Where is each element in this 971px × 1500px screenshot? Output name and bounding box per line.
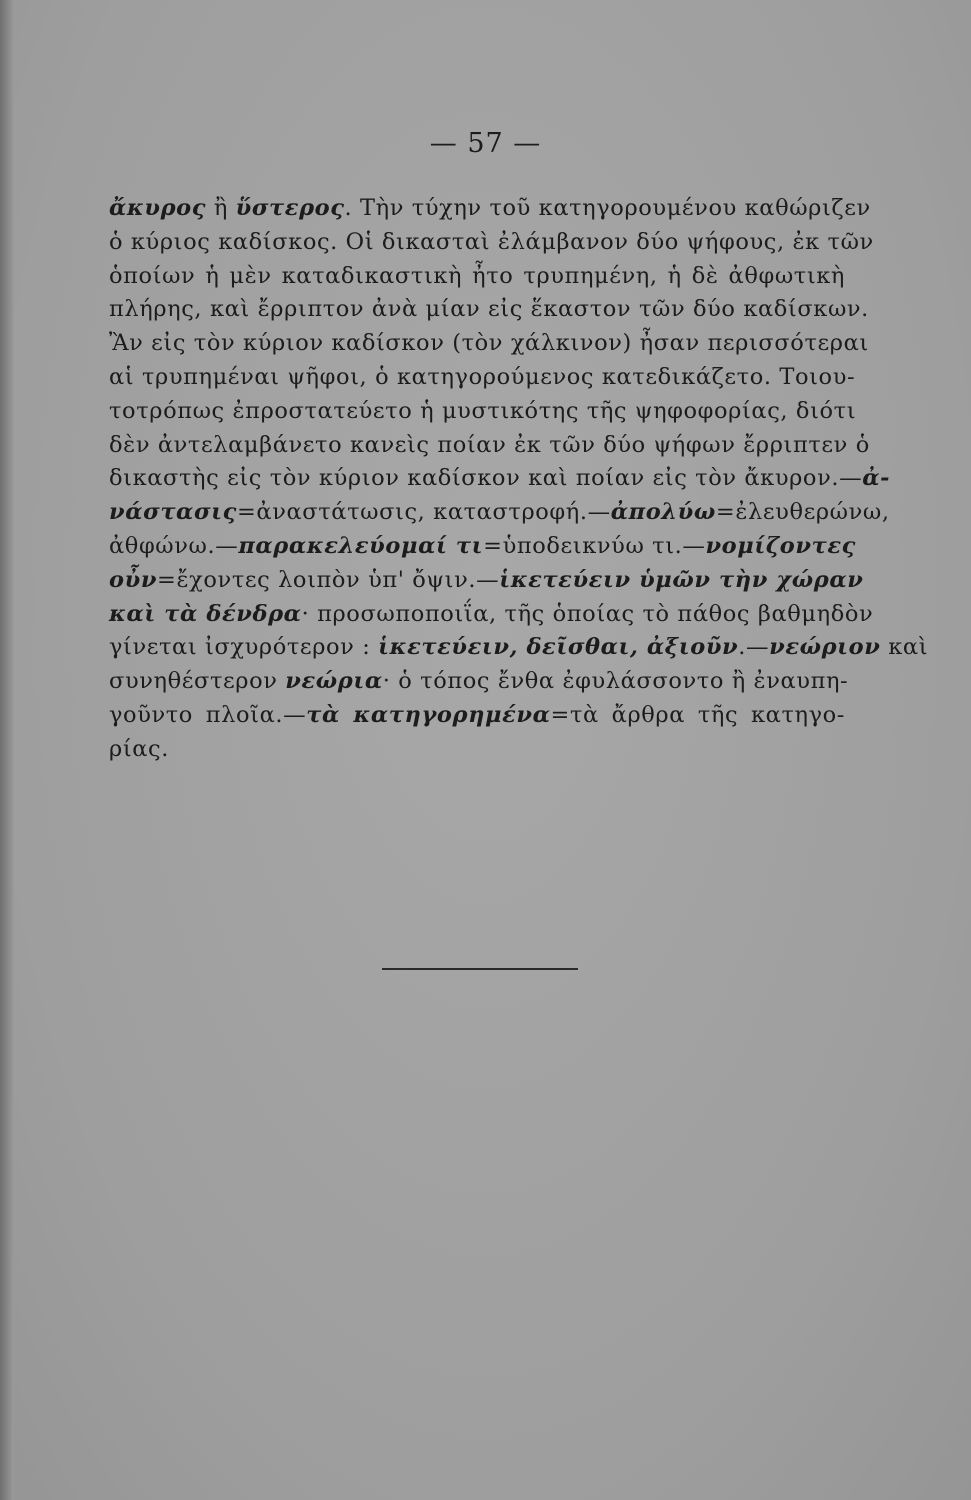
text-segment: =ὑποδεικνύω τι.— (483, 532, 706, 559)
glossary-term: νεώριον (769, 634, 881, 661)
text-line (109, 598, 874, 632)
text-segment: ἢ (206, 195, 236, 221)
text-segment: ὁ κύριος καδίσκος. Οἱ δικασταὶ ἐλάμβανον δύο ψήφους, ἐκ τῶν (109, 228, 874, 255)
text-segment: δὲν ἀντελαμβάνετο κανεὶς ποίαν ἐκ τῶν δύο ψήφων ἔρριπτεν ὁ (109, 431, 870, 458)
glossary-term: ἄκυρος (109, 195, 207, 221)
glossary-term: οὖν (109, 566, 158, 593)
text-segment: · προσωποποιΐα, τῆς ὁποίας τὸ πάθος βαθμηδὸν (301, 600, 874, 627)
text-segment: =ἀναστάτωσις, καταστροφή.— (236, 499, 611, 526)
text-segment: · ὁ τόπος ἔνθα ἐφυλάσσοντο ἢ ἐναυπη- (382, 668, 849, 695)
glossary-term: ἀ- (862, 465, 891, 492)
text-line (109, 530, 856, 564)
text-segment: =ἐλευθερώνω, (715, 499, 890, 526)
text-segment: τοτρόπως ἐπροστατεύετο ἡ μυστικότης τῆς ψηφοφορίας, διότι (109, 397, 857, 424)
text-line (109, 395, 857, 429)
text-line (109, 226, 874, 260)
glossary-term: τὰ κατηγορημένα (306, 701, 551, 728)
section-divider-rule (382, 968, 578, 970)
text-line (109, 192, 871, 226)
page-number: — 57 — (429, 128, 542, 159)
page-binding-shadow (0, 0, 14, 1500)
text-segment: δικαστὴς εἰς τὸν κύριον καδίσκον καὶ ποίαν εἰς τὸν ἄκυρον.— (109, 465, 863, 492)
text-segment: ὁποίων ἡ μὲν καταδικαστικὴ ἦτο τρυπημένη, ἡ δὲ ἀθφωτικὴ (109, 262, 845, 289)
text-segment: συνηθέστερον (109, 668, 286, 695)
text-segment: πλήρης, καὶ ἔρριπτον ἀνὰ μίαν εἰς ἕκαστον τῶν δύο καδίσκων. (109, 296, 869, 323)
text-line (109, 429, 870, 463)
glossary-term: ἀπολύω (610, 499, 716, 526)
commentary-paragraph (109, 192, 929, 767)
text-segment: Ἂν εἰς τὸν κύριον καδίσκον (τὸν χάλκινον) ἦσαν περισσότεραι (109, 330, 869, 357)
glossary-term: ὕστερος (235, 195, 345, 221)
text-line (109, 665, 849, 699)
text-segment: γίνεται ἰσχυρότερον : (109, 634, 379, 661)
text-segment: γοῦντο πλοῖα.— (109, 701, 307, 728)
glossary-term: ἱκετεύειν ὑμῶν τὴν χώραν (499, 566, 864, 593)
text-line (109, 361, 856, 395)
text-line (109, 564, 864, 598)
text-line (109, 699, 845, 733)
glossary-term: ἱκετεύειν, δεῖσθαι, ἀξιοῦν (378, 634, 739, 661)
text-line (109, 733, 845, 767)
text-line (109, 293, 869, 327)
glossary-term: νομίζοντες (705, 532, 856, 559)
text-segment: ρίας. (109, 735, 169, 762)
text-segment: ἀθφώνω.— (109, 532, 239, 559)
text-segment: αἱ τρυπημέναι ψῆφοι, ὁ κατηγορούμενος κατεδικάζετο. Τοιου- (109, 363, 856, 390)
text-segment: =τὰ ἄρθρα τῆς κατηγο- (550, 701, 845, 728)
text-line (109, 327, 869, 361)
text-segment: . Τὴν τύχην τοῦ κατηγορουμένου καθώριζεν (344, 195, 871, 221)
text-segment: .— (738, 634, 770, 661)
glossary-term: παρακελεύομαί τι (238, 532, 484, 559)
text-line (109, 496, 890, 530)
text-line (109, 631, 929, 665)
text-line (109, 462, 891, 496)
text-segment: καὶ (880, 634, 929, 661)
glossary-term: νεώρια (285, 668, 383, 695)
text-line (109, 260, 845, 294)
glossary-term: νάστασις (109, 499, 237, 526)
text-segment: =ἔχοντες λοιπὸν ὑπ' ὄψιν.— (157, 566, 500, 593)
glossary-term: καὶ τὰ δένδρα (109, 600, 302, 627)
